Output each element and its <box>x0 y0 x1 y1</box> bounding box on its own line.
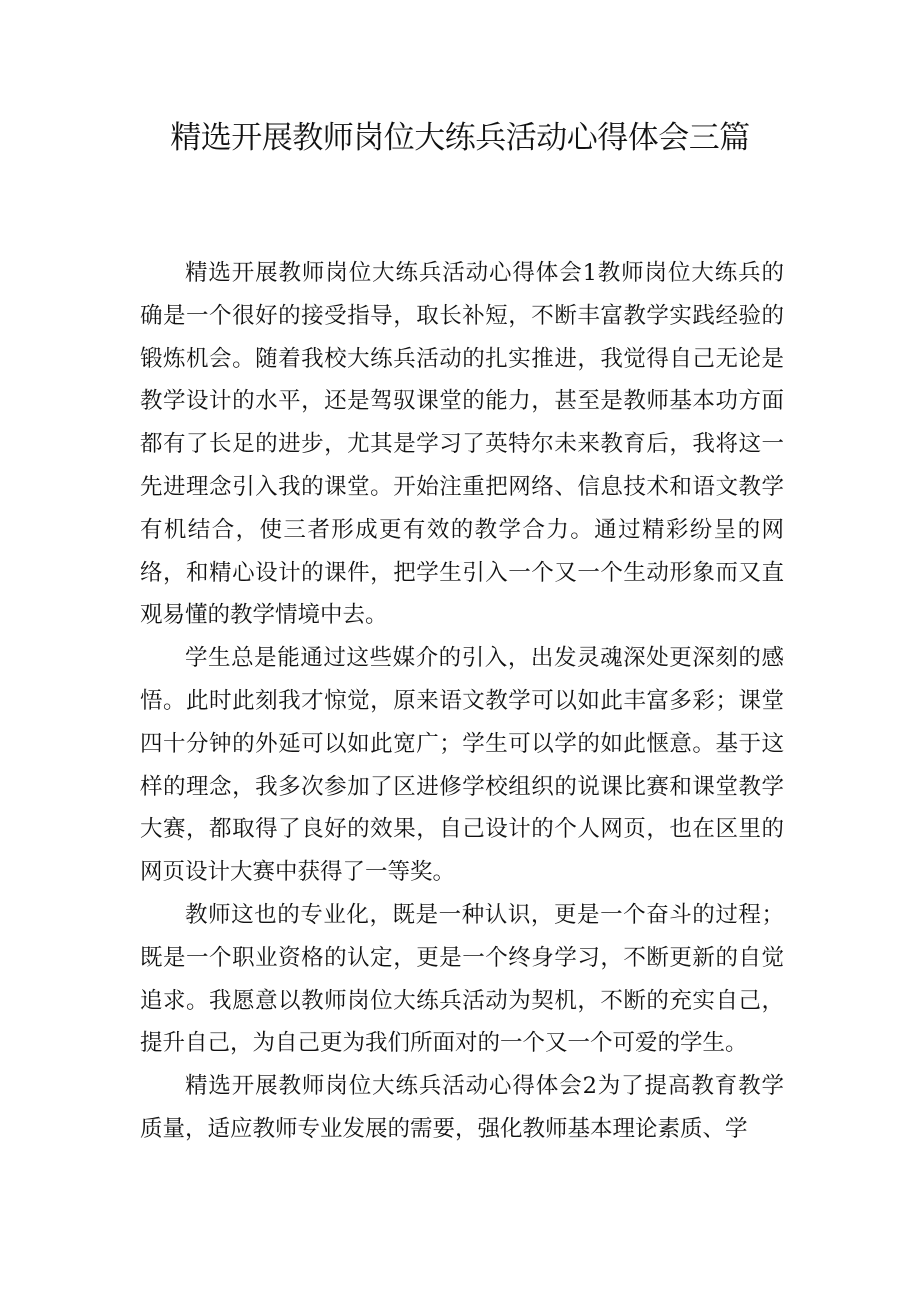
paragraph-4: 精选开展教师岗位大练兵活动心得体会2为了提高教育教学质量，适应教师专业发展的需要，强化教师基本理论素质、学 <box>140 1073 784 1142</box>
document-title: 精选开展教师岗位大练兵活动心得体会三篇 <box>170 120 750 156</box>
document-body <box>140 252 784 1151</box>
paragraph-3: 教师这也的专业化，既是一种认识，更是一个奋斗的过程；既是一个职业资格的认定，更是一个终身学习，不断更新的自觉追求。我愿意以教师岗位大练兵活动为契机，不断的充实自己，提升自己，为自己更为我们所面对的一个又一个可爱的学生。 <box>140 901 784 1057</box>
paragraph-2: 学生总是能通过这些媒介的引入，出发灵魂深处更深刻的感悟。此时此刻我才惊觉，原来语文教学可以如此丰富多彩；课堂四十分钟的外延可以如此宽广；学生可以学的如此惬意。基于这样的理念，我多次参加了区进修学校组织的说课比赛和课堂教学大赛，都取得了良好的效果，自己设计的个人网页，也在区里的网页设计大赛中获得了一等奖。 <box>140 645 784 886</box>
paragraph-1: 精选开展教师岗位大练兵活动心得体会1教师岗位大练兵的确是一个很好的接受指导，取长补短，不断丰富教学实践经验的锻炼机会。随着我校大练兵活动的扎实推进，我觉得自己无论是教学设计的水平，还是驾驭课堂的能力，甚至是教师基本功方面都有了长足的进步，尤其是学习了英特尔未来教育后，我将这一先进理念引入我的课堂。开始注重把网络、信息技术和语文教学有机结合，使三者形成更有效的教学合力。通过精彩纷呈的网络，和精心设计的课件，把学生引入一个又一个生动形象而又直观易懂的教学情境中去。 <box>140 260 784 629</box>
